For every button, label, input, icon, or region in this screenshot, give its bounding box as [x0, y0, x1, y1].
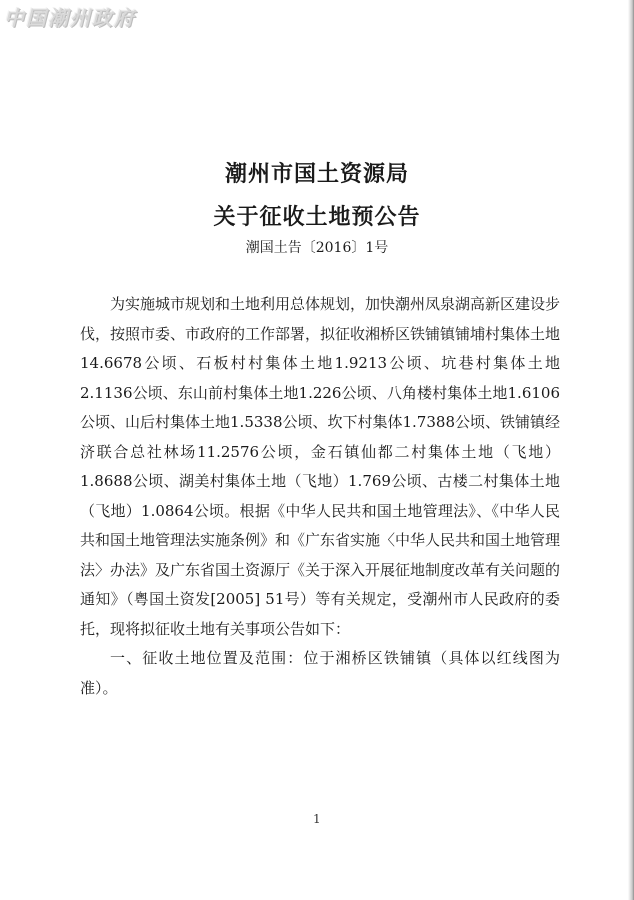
document-body	[80, 290, 560, 703]
watermark-logo-text: 中国潮州政府	[4, 6, 136, 30]
document-title-line2: 关于征收土地预公告	[213, 204, 421, 230]
page-mark: 1	[313, 812, 321, 826]
body-paragraph-intro: 为实施城市规划和土地利用总体规划，加快潮州凤泉湖高新区建设步伐，按照市委、市政府的工作部署，拟征收湘桥区铁铺镇铺埔村集体土地14.6678公顷、石板村村集体土地1.9213公顷、坑巷村集体土地2.1136公顷、东山前村集体土地1.226公顷、八角楼村集体土地1.6106公顷、山后村集体土地1.5338公顷、坎下村集体1.7388公顷、铁铺镇经济联合总社林场11.2576公顷，金石镇仙都二村集体土地（飞地）1.8688公顷、湖美村集体土地（飞地）1.769公顷、古楼二村集体土地（飞地）1.0864公顷。根据《中华人民共和国土地管理法》、《中华人民共和国土地管理法实施条例》和《广东省实施〈中华人民共和国土地管理法〉办法》及广东省国土资源厅《关于深入开展征地制度改革有关问题的通知》（粤国土资发[2005] 51号）等有关规定，受潮州市人民政府的委托，现将拟征收土地有关事项公告如下：	[80, 295, 561, 638]
scan-edge-shadow	[628, 0, 634, 900]
document-number: 潮国土告〔2016〕1号	[245, 240, 389, 256]
document-title-line1: 潮州市国土资源局	[224, 161, 409, 187]
body-paragraph-item-1: 一、征收土地位置及范围：位于湘桥区铁铺镇（具体以红线图为准）。	[80, 649, 560, 697]
